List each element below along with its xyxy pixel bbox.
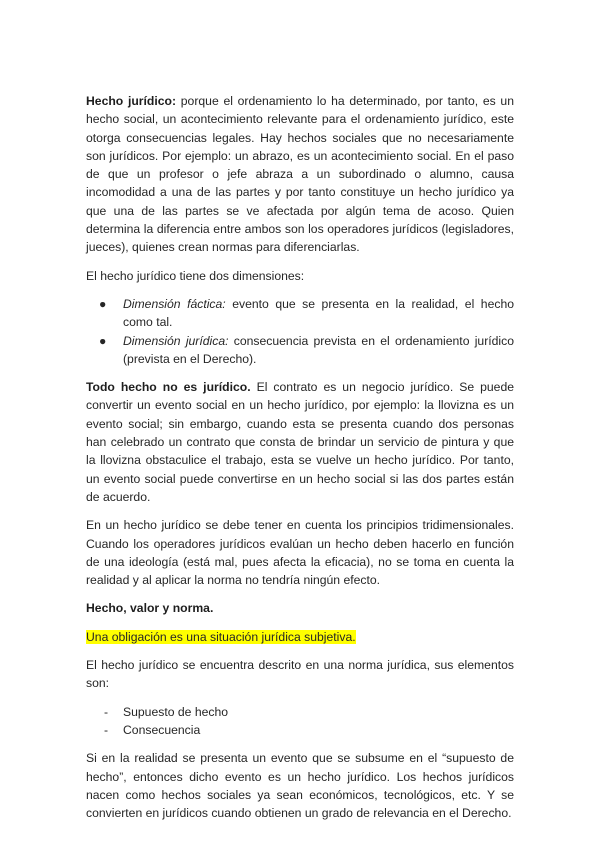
list-item-text: consecuencia prevista en el ordenamiento jurídico (prevista en el Derecho). <box>123 333 514 366</box>
dimensions-list <box>86 295 514 368</box>
document-page <box>86 92 514 832</box>
list-item <box>86 721 514 739</box>
paragraph-todo-hecho <box>86 378 514 506</box>
paragraph-dimensiones-intro: El hecho jurídico tiene dos dimensiones: <box>86 268 305 283</box>
paragraph-text: El contrato es un negocio jurídico. Se puede convertir un evento social en un hecho jurídico, por ejemplo: la llovizna es un evento social; sin embargo, cuando esta se presenta cuando dos personas han celebrado un contrato que consta de brindar un servicio de pintura y que la llovizna obstaculice el trabajo, esta se vuelve un hecho jurídico. Por tanto, un evento social puede convertirse en un hecho social si las dos partes están de acuerdo. <box>86 380 515 504</box>
highlighted-text: Una obligación es una situación jurídica subjetiva. <box>86 629 356 644</box>
dash-icon: - <box>104 704 109 719</box>
dash-icon: - <box>104 722 109 737</box>
paragraph-supuesto: Si en la realidad se presenta un evento que se subsume en el “supuesto de hecho”, entonces dicho evento es un hecho jurídico. Los hechos jurídicos nacen como hechos sociales ya sean económicos, tecnológicos, etc. Y se convierten en jurídicos cuando obtienen un grado de relevancia en el Derecho. <box>86 751 514 821</box>
list-item <box>86 332 514 369</box>
paragraph-text: porque el ordenamiento lo ha determinado, por tanto, es un hecho social, un acontecimiento relevante para el ordenamiento jurídico, este otorga consecuencias legales. Hay hechos sociales que no necesariamente son jurídicos. Por ejemplo: un abrazo, es un acontecimiento social. En el paso de que un profesor o jefe abraza a un subordinado o alumno, causa incomodidad a una de las partes y por tanto constituye un hecho jurídico ya que una de las partes se ve afectada por algún tema de acoso. Quien determina la diferencia entre ambos son los operadores jurídicos (legisladores, jueces), quienes crean normas para diferenciarlas. <box>86 94 514 255</box>
list-item <box>86 703 514 721</box>
list-item-text: evento que se presenta en la realidad, el hecho como tal. <box>123 296 515 330</box>
bullet-icon: ● <box>99 296 107 311</box>
section-heading: Hecho, valor y norma. <box>86 601 214 616</box>
term-todo-hecho: Todo hecho no es jurídico. <box>86 380 251 395</box>
paragraph-principios: En un hecho jurídico se debe tener en cuenta los principios tridimensionales. Cuando los operadores jurídicos evalúan un hecho deben hacerlo en función de una ideología (está mal, pues afecta la eficacia), no se toma en cuenta la realidad y al aplicar la norma no tendría ningún efecto. <box>86 518 514 588</box>
elements-list <box>86 703 514 740</box>
bullet-icon: ● <box>99 333 107 348</box>
term-hecho-juridico: Hecho jurídico: <box>86 94 177 108</box>
term-dimension-juridica: Dimensión jurídica: <box>123 333 229 348</box>
paragraph-hecho-juridico <box>86 92 514 257</box>
list-item-text: Consecuencia <box>123 722 201 737</box>
list-item <box>86 295 514 332</box>
term-dimension-factica: Dimensión fáctica: <box>123 296 226 311</box>
paragraph-elementos: El hecho jurídico se encuentra descrito en una norma jurídica, sus elementos son: <box>86 658 514 691</box>
list-item-text: Supuesto de hecho <box>123 704 229 719</box>
paragraph-highlight <box>86 628 514 646</box>
